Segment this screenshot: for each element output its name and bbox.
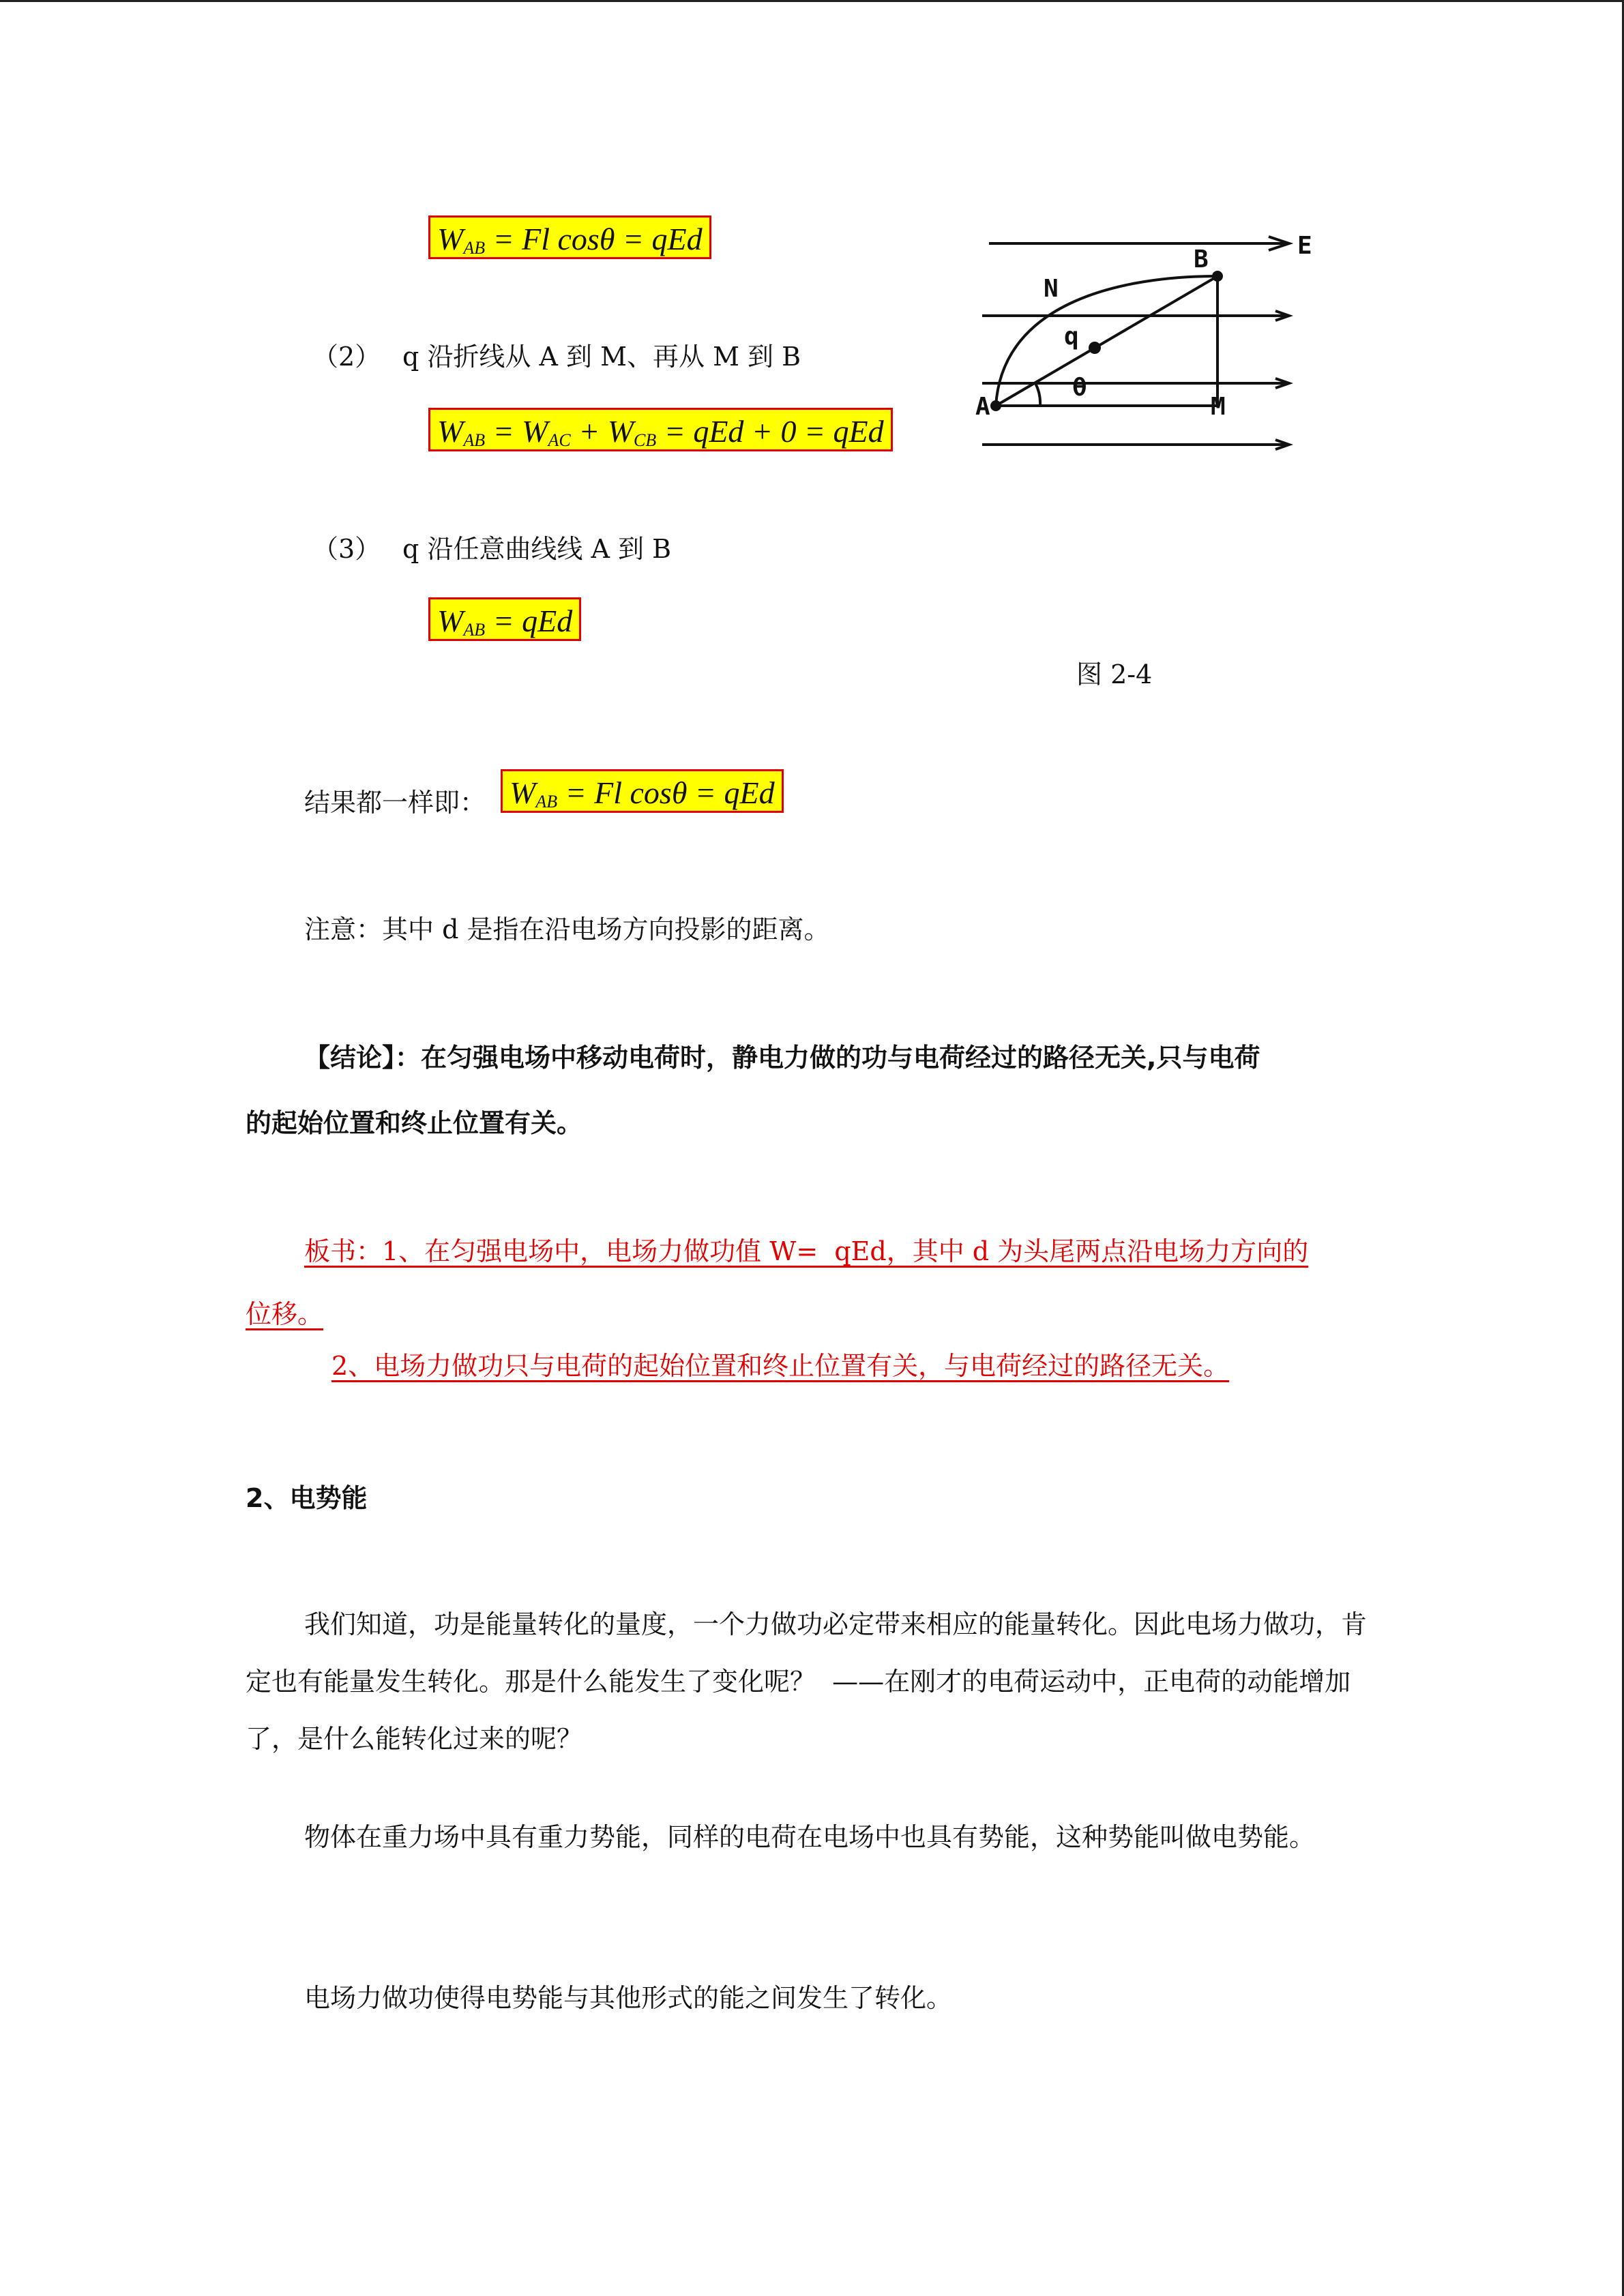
formula-rest: = qEd: [485, 603, 573, 638]
point-B-dot: [1212, 271, 1223, 282]
label-M: M: [1211, 393, 1226, 421]
item2-label: （2）: [312, 342, 381, 372]
formula-rest: = Fl cosθ = qEd: [557, 775, 775, 810]
paragraph-text: 我们知道，功是能量转化的量度，一个力做功必定带来相应的能量转化。因此电场力做功，肯定也有能量发生转化。那是什么能发生了变化呢？ ——在刚才的电荷运动中，正电荷的动能增加了，是什么能转化过来的呢？: [246, 1609, 1368, 1754]
formula-sub: AB: [463, 620, 486, 640]
charge-q-dot: [1089, 342, 1101, 354]
board-note-1-line-1: 板书：1、在匀强电场中，电场力做功值 W= qEd，其中 d 为头尾两点沿电场力方向的: [304, 1236, 1309, 1266]
formula-w: W: [437, 603, 464, 638]
paragraph-conversion: [246, 1969, 1378, 2027]
conclusion-line-2: 的起始位置和终止位置有关。: [246, 1108, 583, 1138]
item3-text: q 沿任意曲线线 A 到 B: [402, 534, 672, 564]
paragraph-energy-work: [246, 1596, 1378, 1768]
paragraph-potential-energy: [246, 1808, 1378, 1866]
formula-w: W: [510, 775, 536, 810]
formula-part: + W: [570, 414, 634, 449]
label-A: A: [975, 393, 990, 421]
label-N: N: [1044, 275, 1059, 303]
board-note-1-line-2: 位移。: [246, 1299, 324, 1329]
label-q: q: [1064, 323, 1079, 351]
paragraph-text: 物体在重力场中具有重力势能，同样的电荷在电场中也具有势能，这种势能叫做电势能。: [304, 1822, 1316, 1852]
formula-sub: AB: [463, 238, 486, 258]
formula-w: W: [437, 222, 464, 256]
formula-sub: AC: [548, 430, 571, 450]
label-B: B: [1194, 245, 1209, 273]
label-E: E: [1297, 232, 1312, 260]
board-note-2: 2、电场力做功只与电荷的起始位置和终止位置有关，与电荷经过的路径无关。: [331, 1351, 1230, 1381]
note-text: 注意：其中 d 是指在沿电场方向投影的距离。: [304, 914, 830, 944]
paragraph-text: 电场力做功使得电势能与其他形式的能之间发生了转化。: [304, 1983, 953, 2013]
formula-sub: AB: [463, 430, 486, 450]
formula-sub: CB: [634, 430, 657, 450]
formula-rest: = Fl cosθ = qEd: [485, 222, 703, 256]
point-A-dot: [990, 400, 1001, 411]
section-title: 2、电势能: [246, 1483, 368, 1513]
item3-label: （3）: [312, 534, 381, 564]
formula-work-straight: [428, 215, 711, 259]
page-top-border: [0, 0, 1624, 2]
figure-caption: 图 2-4: [1076, 659, 1153, 689]
formula-rest: = qEd + 0 = qEd: [656, 414, 884, 449]
formula-result: [501, 769, 784, 813]
formula-work-curve: [428, 597, 581, 641]
label-theta: θ: [1072, 374, 1087, 402]
line-A-to-B: [996, 276, 1217, 406]
result-text: 结果都一样即：: [304, 788, 486, 818]
formula-w: W: [437, 414, 464, 449]
theta-arc: [1035, 383, 1040, 406]
conclusion-line-1: 【结论】：在匀强电场中移动电荷时，静电力做的功与电荷经过的路径无关,只与电荷: [304, 1043, 1260, 1073]
item2-text: q 沿折线从 A 到 M、再从 M 到 B: [402, 342, 801, 372]
formula-work-polyline: [428, 408, 893, 451]
formula-sub: AB: [535, 792, 558, 811]
figure-2-4-diagram: [975, 225, 1330, 457]
formula-part: = W: [485, 414, 548, 449]
